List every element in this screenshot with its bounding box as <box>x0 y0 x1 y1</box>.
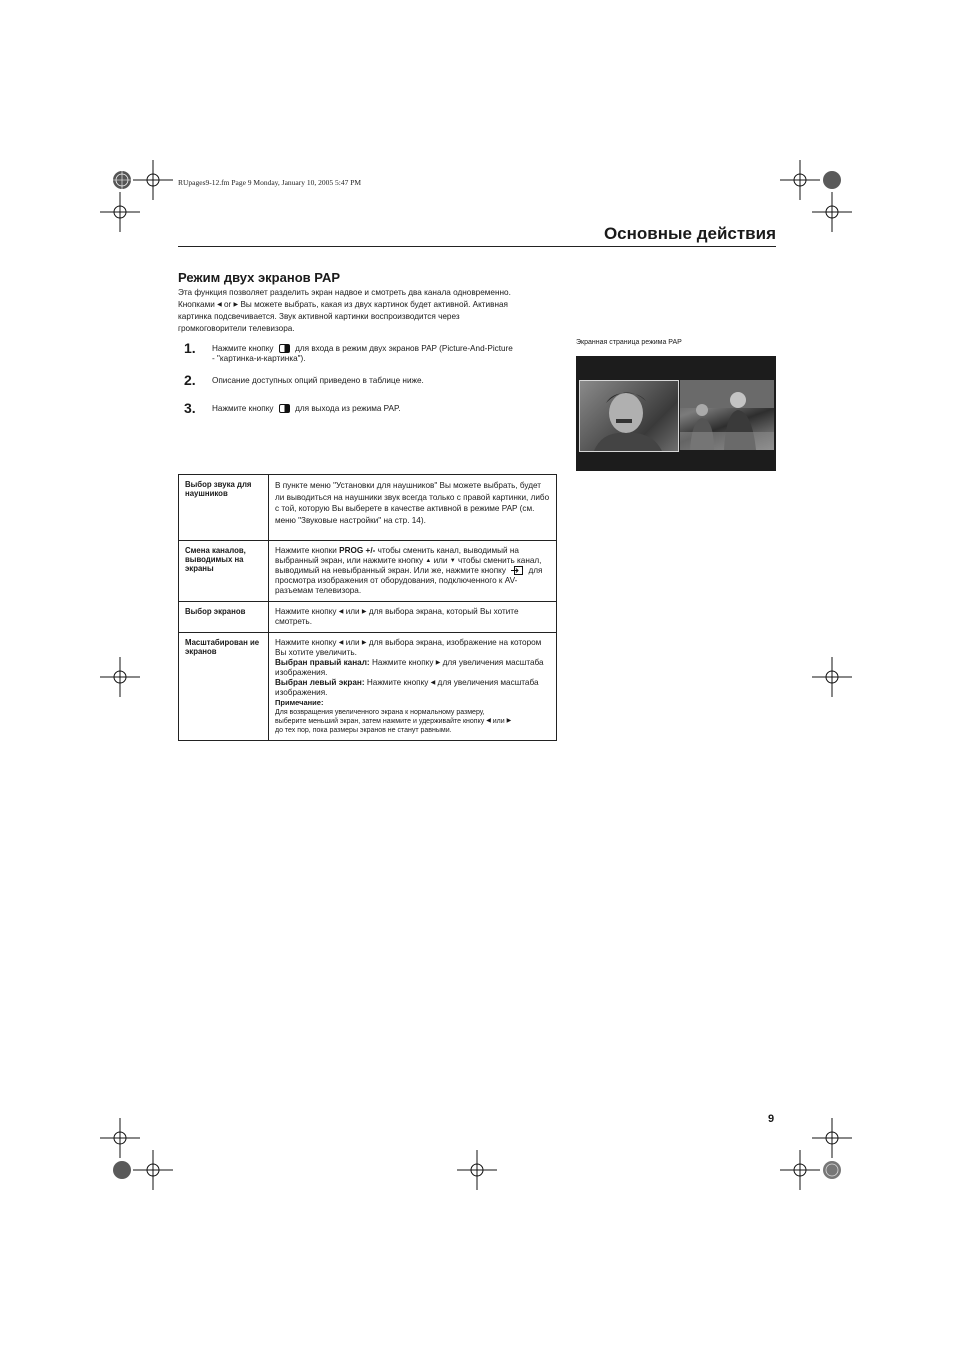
option-description <box>269 602 557 633</box>
arrow-left-icon: ◀ <box>338 609 344 615</box>
intro-fragment: Кнопками <box>178 299 215 309</box>
registration-mark-icon <box>812 657 852 697</box>
av-input-icon <box>511 566 523 575</box>
step-number: 1. <box>184 340 196 356</box>
arrow-right-icon: ▶ <box>233 301 239 308</box>
table-row <box>179 541 557 602</box>
step-text: Описание доступных опций приведено в таблице ниже. <box>212 376 424 385</box>
title-divider <box>178 246 776 247</box>
desc-fragment: Нажмите кнопки <box>275 546 337 555</box>
arrow-left-icon: ◀ <box>217 301 222 308</box>
step-text <box>212 404 552 414</box>
scene-photo-icon <box>680 380 774 450</box>
option-label: Смена каналов, выводимых на экраны <box>179 541 269 602</box>
option-label: Выбор экранов <box>179 602 269 633</box>
arrow-right-icon: ▶ <box>361 609 367 615</box>
registration-mark-icon <box>812 192 852 232</box>
desc-fragment: чтобы сменить канал, выводимый на выбранный экран, или нажмите кнопку <box>275 546 519 565</box>
note-fragment: выберите меньший экран, затем нажмите и удерживайте кнопку <box>275 718 485 725</box>
arrow-left-icon: ◀ <box>430 680 436 686</box>
registration-mark-icon <box>133 1150 173 1190</box>
left-picture <box>579 380 679 452</box>
intro-line: картинка подсвечивается. Звук активной картинки воспроизводится через <box>178 312 460 321</box>
intro-line: Эта функция позволяет разделить экран надвое и смотреть два канала одновременно. <box>178 288 511 297</box>
file-info: RUpages9-12.fm Page 9 Monday, January 10, 2005 5:47 PM <box>178 178 362 187</box>
registration-mark-icon <box>100 657 140 697</box>
arrow-left-icon: ◀ <box>486 718 491 724</box>
desc-fragment: Нажмите кнопку <box>366 678 429 687</box>
desc-fragment: для просмотра изображения от оборудования, подключенного к AV-разъемам телевизора. <box>275 566 543 595</box>
page-title: Основные действия <box>603 224 776 243</box>
option-label: Масштабирован ие экранов <box>179 633 269 741</box>
arrow-right-icon: ▶ <box>361 640 367 646</box>
registration-mark-icon <box>457 1150 497 1190</box>
intro-line <box>178 299 558 312</box>
options-table <box>178 474 557 741</box>
step-fragment: для выхода из режима PAP. <box>295 404 401 413</box>
registration-mark-icon <box>812 1150 852 1190</box>
intro-text <box>178 287 558 334</box>
desc-fragment: Нажмите кнопку <box>275 638 337 647</box>
section-title: Режим двух экранов PAP <box>178 270 341 285</box>
step-fragment: для входа в режим двух экранов PAP (Picture-And-Picture <box>295 344 513 353</box>
note-fragment: или <box>492 718 505 725</box>
intro-fragment: or <box>223 299 232 309</box>
arrow-left-icon: ◀ <box>338 640 344 646</box>
arrow-right-icon: ▶ <box>435 660 441 666</box>
note-fragment: Для возвращения увеличенного экрана к нормальному размеру, <box>275 709 485 716</box>
left-screen-label: Выбран левый экран: <box>275 678 365 687</box>
note-fragment: до тех пор, пока размеры экранов не станут равными. <box>275 727 452 734</box>
arrow-up-icon: ▲ <box>425 558 432 564</box>
step-fragment: Нажмите кнопку <box>212 344 274 353</box>
desc-fragment: для увеличения масштаба изображения. <box>275 678 539 697</box>
option-label: Выбор звука для наушников <box>179 475 269 541</box>
table-row <box>179 633 557 741</box>
step-fragment: - "картинка-и-картинка"). <box>212 354 306 363</box>
pap-button-icon <box>279 344 290 353</box>
desc-fragment: Нажмите кнопку <box>371 658 434 667</box>
registration-mark-icon <box>100 192 140 232</box>
prog-key-label: PROG +/- <box>339 546 376 555</box>
desc-fragment: для выбора экрана, который Вы хотите смотреть. <box>275 607 519 626</box>
step-number: 3. <box>184 400 196 416</box>
intro-fragment: Вы можете выбрать, какая из двух картинок будет активной. Активная <box>240 299 508 309</box>
desc-fragment: для выбора экрана, изображение на котором Вы хотите увеличить. <box>275 638 542 657</box>
pap-screen-image <box>576 356 776 471</box>
note-label: Примечание: <box>275 698 324 707</box>
desc-fragment: для увеличения масштаба изображения. <box>275 658 544 677</box>
desc-fragment: или <box>433 556 448 565</box>
option-description <box>269 633 557 741</box>
desc-fragment: чтобы сменить канал, выводимый на невыбранный экран. Или же, нажмите кнопку <box>275 556 542 575</box>
table-row <box>179 475 557 541</box>
arrow-down-icon: ▼ <box>449 558 456 564</box>
pap-button-icon <box>279 404 290 413</box>
table-row <box>179 602 557 633</box>
note-text <box>275 708 550 735</box>
figure-caption: Экранная страница режима PAP <box>576 339 682 346</box>
right-picture <box>680 380 774 450</box>
desc-fragment: или <box>345 638 360 647</box>
desc-fragment: Нажмите кнопку <box>275 607 337 616</box>
arrow-right-icon: ▶ <box>506 718 512 724</box>
desc-fragment: или <box>345 607 360 616</box>
page-number: 9 <box>768 1113 775 1125</box>
right-channel-label: Выбран правый канал: <box>275 658 370 667</box>
option-description: В пункте меню "Установки для наушников" Вы можете выбрать, будет ли выводиться на наушники звук всегда только с правой картинки, либо с той, которую Вы выберете в качестве активной в режиме PAP (см. меню "Звуковые настройки" на стр. 14). <box>269 475 557 541</box>
option-description <box>269 541 557 602</box>
step-fragment: Нажмите кнопку <box>212 404 274 413</box>
portrait-photo-icon <box>580 381 678 451</box>
intro-line: громкоговорители телевизора. <box>178 323 295 333</box>
step-text <box>212 344 552 364</box>
step-number: 2. <box>184 372 196 388</box>
